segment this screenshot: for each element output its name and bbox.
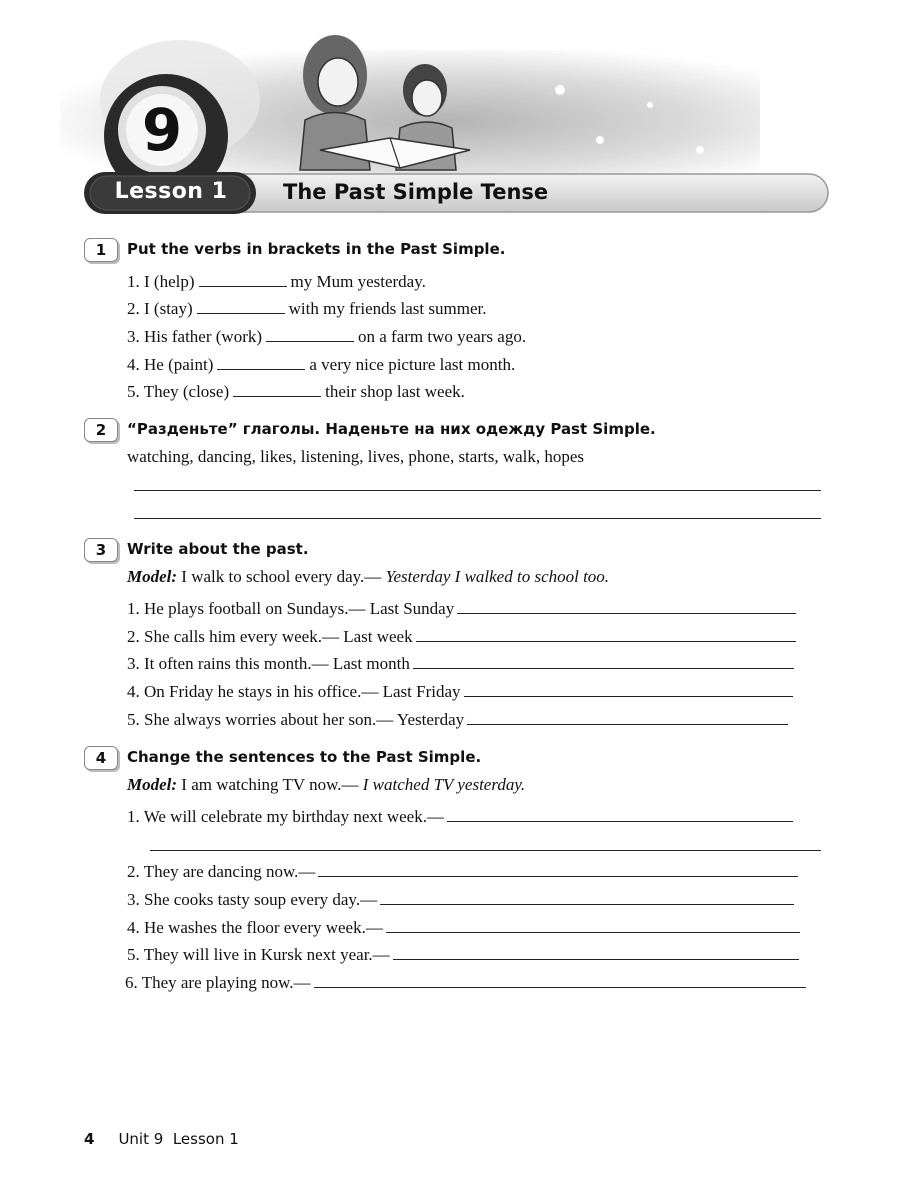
list-item: [127, 271, 426, 293]
item-text: a very nice picture last month.: [309, 355, 516, 374]
list-item: [127, 326, 526, 348]
exercise-number: 3: [84, 538, 118, 562]
item-text: 3. She cooks tasty soup every day.—: [127, 890, 378, 909]
answer-line[interactable]: [150, 850, 821, 851]
item-text: 4. On Friday he stays in his office.— Last Friday: [127, 682, 461, 701]
answer-line[interactable]: [467, 710, 788, 725]
model-example: [127, 566, 609, 588]
exercise-number: 2: [84, 418, 118, 442]
answer-blank[interactable]: [197, 299, 285, 314]
list-item: [127, 354, 515, 376]
exercise-instruction: Put the verbs in brackets in the Past Simple.: [127, 240, 506, 258]
answer-line[interactable]: [314, 973, 806, 988]
item-text: on a farm two years ago.: [358, 327, 527, 346]
answer-line[interactable]: [416, 627, 796, 642]
unit-number: 9: [141, 96, 183, 164]
footer-section: Unit 9 Lesson 1: [118, 1130, 239, 1148]
answer-line[interactable]: [457, 599, 796, 614]
page-footer: [84, 1130, 239, 1148]
exercise-number: 4: [84, 746, 118, 770]
list-item: [127, 709, 788, 731]
answer-line[interactable]: [134, 490, 821, 491]
answer-line[interactable]: [447, 807, 793, 822]
item-text: their shop last week.: [325, 382, 465, 401]
item-text: 2. She calls him every week.— Last week: [127, 627, 413, 646]
list-item: [127, 626, 796, 648]
list-item: [127, 298, 486, 320]
answer-blank[interactable]: [217, 355, 305, 370]
answer-blank[interactable]: [199, 272, 287, 287]
item-text: 2. I (stay): [127, 299, 193, 318]
answer-line[interactable]: [318, 862, 798, 877]
item-text: 1. I (help): [127, 272, 195, 291]
model-text: I walk to school every day.—: [181, 567, 382, 586]
item-text: 4. He (paint): [127, 355, 214, 374]
list-item: [127, 889, 794, 911]
list-item: [127, 681, 793, 703]
item-text: 6. They are playing now.—: [125, 973, 311, 992]
answer-line[interactable]: [134, 518, 821, 519]
lesson-label: Lesson 1: [114, 179, 228, 204]
item-text: 1. He plays football on Sundays.— Last Sunday: [127, 599, 455, 618]
item-text: my Mum yesterday.: [290, 272, 426, 291]
list-item: [127, 806, 793, 828]
exercise-instruction: Write about the past.: [127, 540, 309, 558]
answer-blank[interactable]: [233, 382, 321, 397]
item-text: 5. They (close): [127, 382, 230, 401]
model-answer: Yesterday I walked to school too.: [385, 567, 610, 586]
model-label: Model:: [127, 775, 178, 794]
list-item: [127, 944, 799, 966]
item-text: with my friends last summer.: [288, 299, 487, 318]
answer-blank[interactable]: [266, 327, 354, 342]
answer-line[interactable]: [386, 918, 800, 933]
item-text: 4. He washes the floor every week.—: [127, 918, 383, 937]
page-number: 4: [84, 1130, 95, 1148]
model-example: [127, 774, 525, 796]
list-item: [127, 381, 465, 403]
list-item: [127, 653, 794, 675]
exercise-instruction: “Разденьте” глаголы. Наденьте на них одежду Past Simple.: [127, 420, 656, 438]
lesson-title: The Past Simple Tense: [283, 180, 549, 204]
exercise-number: 1: [84, 238, 118, 262]
item-text: 5. They will live in Kursk next year.—: [127, 945, 390, 964]
item-text: 3. His father (work): [127, 327, 263, 346]
item-text: 1. We will celebrate my birthday next week.—: [127, 807, 444, 826]
answer-line[interactable]: [413, 654, 794, 669]
model-answer: I watched TV yesterday.: [362, 775, 526, 794]
model-text: I am watching TV now.—: [181, 775, 359, 794]
item-text: 2. They are dancing now.—: [127, 862, 316, 881]
answer-line[interactable]: [380, 890, 794, 905]
answer-line[interactable]: [464, 682, 793, 697]
list-item: [127, 598, 821, 620]
list-item: [127, 861, 798, 883]
list-item: [125, 972, 806, 994]
model-label: Model:: [127, 567, 178, 586]
word-list: watching, dancing, likes, listening, lives, phone, starts, walk, hopes: [127, 447, 585, 466]
item-text: 3. It often rains this month.— Last month: [127, 654, 410, 673]
list-item: [127, 917, 800, 939]
item-text: 5. She always worries about her son.— Yesterday: [127, 710, 465, 729]
answer-line[interactable]: [393, 945, 799, 960]
exercise-instruction: Change the sentences to the Past Simple.: [127, 748, 482, 766]
